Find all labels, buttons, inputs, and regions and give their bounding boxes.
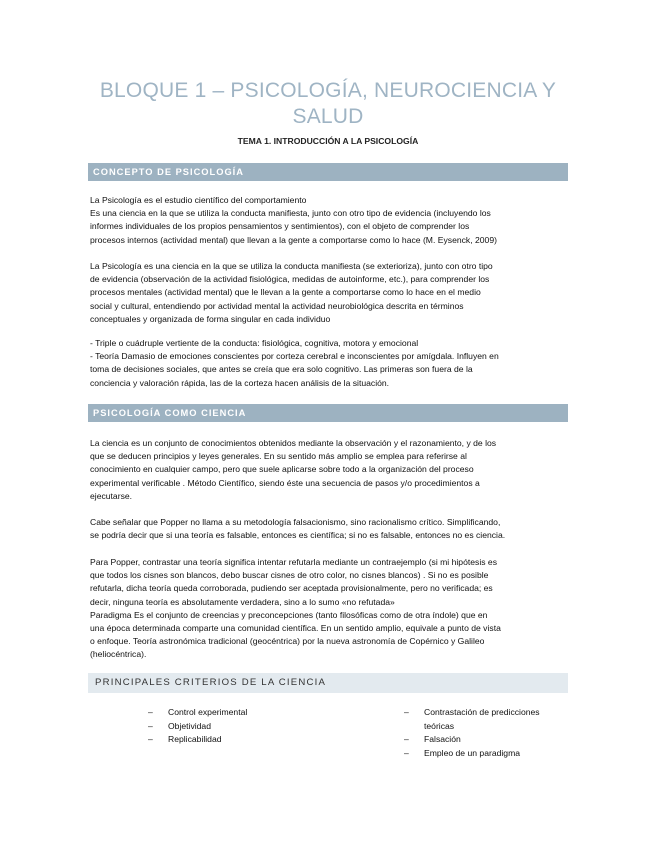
list-item [148, 720, 247, 734]
paragraph-line: de evidencia (observación de la actividad fisiológica, medidas de autoinforme, etc.), para comprender los [90, 274, 490, 285]
paragraph-line: - Triple o cuádruple vertiente de la conducta: fisiológica, cognitiva, motora y emocional [90, 338, 419, 348]
list-dash: – [404, 707, 409, 717]
list-item-text: teóricas [424, 720, 455, 731]
list-item-text: Objetividad [168, 720, 211, 731]
ciencia-paragraph-3 [90, 556, 560, 662]
paragraph-line: procesos mentales (actividad mental) que le llevan a la gente a comportarse como lo hace en el medio [90, 287, 481, 298]
ciencia-paragraph-2 [90, 516, 560, 542]
paragraph-line: Para Popper, contrastar una teoría significa intentar refutarla mediante un contraejemplo (si mi hipótesis es [90, 557, 497, 567]
paragraph-line: La Psicología es una ciencia en la que se utiliza la conducta manifiesta (se exterioriza), junto con otro tipo [90, 261, 493, 271]
list-item [404, 733, 540, 747]
paragraph-line: Es una ciencia en la que se utiliza la conducta manifiesta, junto con otro tipo de evidencia (incluyendo los [90, 208, 491, 219]
concepto-paragraph-3 [90, 337, 560, 390]
list-dash: – [404, 747, 409, 758]
paragraph-line: La ciencia es un conjunto de conocimientos obtenidos mediante la observación y el razonamiento, y de los [90, 438, 497, 448]
criterios-list-left [148, 706, 247, 747]
paragraph-line: (heliocéntrica). [90, 649, 147, 660]
paragraph-line: experimental verificable . Método Científico, siendo éste una secuencia de pasos y/o procedimientos a [90, 477, 480, 488]
paragraph-line: refutarla, dicha teoría queda corroborada, pudiendo ser aceptada provisionalmente, pero no verificada; es [90, 583, 493, 594]
paragraph-line: una época determinada comparte una comunidad científica. En un sentido amplio, equivale a punto de vista [90, 623, 501, 634]
paragraph-line: procesos internos (actividad mental) que llevan a la gente a comportarse como lo hace (M. Eysenck, 2009) [90, 234, 497, 245]
paragraph-line: conciencia y valoración rápida, las de la corteza hacen análisis de la situación. [90, 377, 390, 388]
document-title: BLOQUE 1 – PSICOLOGÍA, NEUROCIENCIA Y SALUD [99, 79, 557, 128]
section-heading-criterios: PRINCIPALES CRITERIOS DE LA CIENCIA [88, 673, 568, 693]
list-dash: – [148, 734, 153, 744]
list-item [148, 733, 247, 747]
paragraph-line: que se deducen principios y leyes generales. En su sentido más amplio se emplea para referirse al [90, 451, 467, 462]
paragraph-line: conceptuales y organizada de forma singular en cada individuo [90, 313, 331, 324]
paragraph-line: decir, ninguna teoría es absolutamente verdadera, sino a lo sumo «no refutada» [90, 596, 395, 607]
document-subtitle: TEMA 1. INTRODUCCIÓN A LA PSICOLOGÍA [237, 136, 419, 146]
paragraph-line: informes individuales de los propios pensamientos y sentimientos), con el objeto de comprender los [90, 221, 470, 232]
paragraph-line: se podría decir que si una teoría es falsable, entonces es científica; si no es falsable, entonces no es ciencia. [90, 530, 506, 541]
list-item-text: Control experimental [168, 707, 248, 717]
list-item-continuation [404, 720, 540, 734]
ciencia-paragraph-1 [90, 437, 560, 503]
list-dash: – [404, 734, 409, 744]
concepto-paragraph-1 [90, 194, 560, 247]
paragraph-line: toma de decisiones sociales, que antes se creía que era solo cognitivo. Las primeras son fuera de la [90, 364, 473, 375]
list-item [148, 706, 247, 720]
list-dash: – [148, 720, 153, 731]
paragraph-line: o enfoque. Teoría astronómica tradicional (geocéntrica) por la nueva astronomía de Copérnico y Galileo [90, 636, 485, 647]
criterios-list-right [404, 706, 540, 760]
list-item-text: Falsación [424, 734, 461, 744]
concepto-paragraph-2 [90, 260, 560, 326]
list-item-text: Replicabilidad [168, 734, 222, 744]
list-item-text: Contrastación de predicciones [424, 707, 540, 717]
section-heading-concepto: CONCEPTO DE PSICOLOGÍA [88, 163, 568, 181]
paragraph-line: ejecutarse. [90, 490, 133, 501]
list-item [404, 706, 540, 720]
paragraph-line: que todos los cisnes son blancos, debo buscar cisnes de otro color, no cisnes blancos) . Si no es posible [90, 570, 489, 581]
list-item [404, 747, 540, 761]
paragraph-line: Paradigma Es el conjunto de creencias y preconcepciones (tanto filosóficas como de otra índole) que en [90, 609, 488, 620]
paragraph-line: - Teoría Damasio de emociones conscientes por corteza cerebral e inconscientes por amígdala. Influyen en [90, 351, 499, 362]
section-heading-ciencia: PSICOLOGÍA COMO CIENCIA [88, 404, 568, 422]
paragraph-line: social y cultural, entendiendo por actividad mental la actividad neurobiológica descrita en términos [90, 300, 464, 311]
list-item-text: Empleo de un paradigma [424, 747, 521, 758]
list-dash: – [148, 707, 153, 717]
paragraph-line: La Psicología es el estudio científico del comportamiento [90, 195, 307, 205]
paragraph-line: Cabe señalar que Popper no llama a su metodología falsacionismo, sino racionalismo crítico. Simplificando, [90, 517, 501, 527]
paragraph-line: conocimiento en cualquier campo, pero que suele aplicarse sobre todo a la organización del proceso [90, 464, 474, 475]
